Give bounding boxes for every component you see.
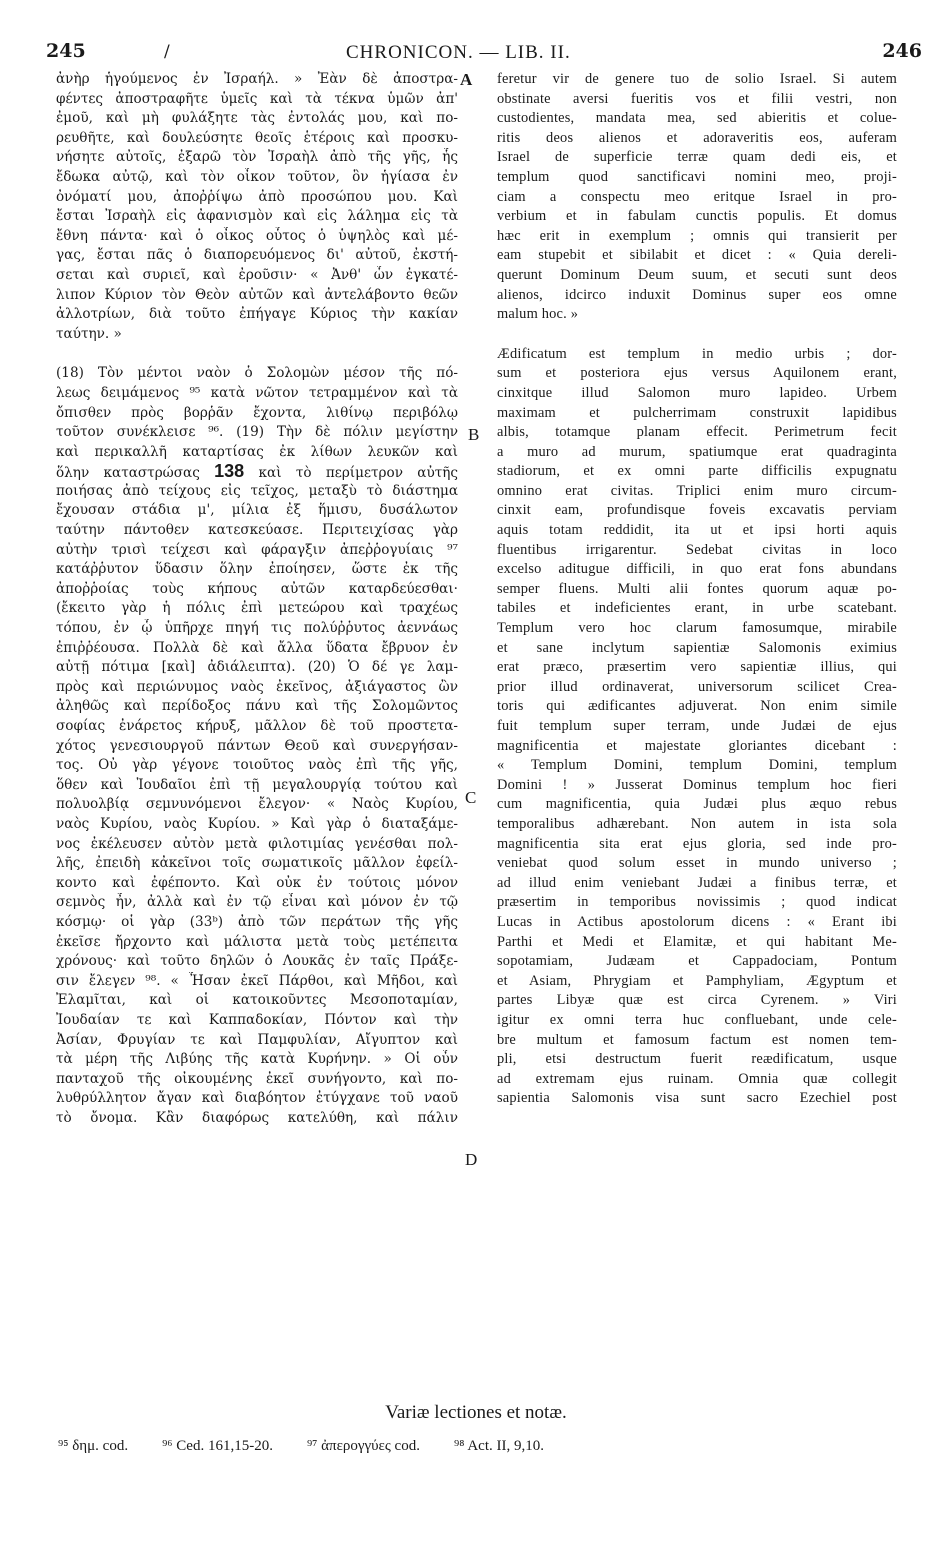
text-line: omnino erat civitas. Triplici enim muro circum- bbox=[497, 482, 897, 499]
text-line: ἔδωκα αὐτῷ, καὶ τὸν οἶκον τοῦτον, ὃν ἡγίασα ἐν bbox=[56, 168, 458, 185]
text-line: erat præco, præsertim vero sapientiæ illius, qui bbox=[497, 659, 897, 676]
text-line: malum hoc. » bbox=[497, 306, 579, 323]
text-line: λιπον Κύριον τὸν Θεὸν αὐτῶν καὶ ἀντελάβοντο θεῶν bbox=[56, 286, 458, 303]
text-line: Ἐλαμῖται, καὶ οἱ κατοικοῦντες Μεσοποταμίαν, bbox=[56, 992, 458, 1009]
text-line: cinxit eam, profundisque foveis excavatis perviam bbox=[497, 502, 897, 519]
text-line: ναὸς Κυρίου, ναὸς Κυρίου. » Καὶ γὰρ ὁ διαταξάμε- bbox=[56, 815, 458, 832]
text-line: νος ἐκέλευσεν αὐτὸν μετὰ φιλοτιμίας γενέσθαι πολ- bbox=[56, 835, 458, 852]
text-line: custodientes, mandata mea, sed abieritis et colue- bbox=[497, 110, 897, 127]
text-line: fluentibus irrigarentur. Sedebat civitas in loco bbox=[497, 541, 897, 558]
text-line: ταύτην. » bbox=[56, 325, 122, 342]
text-line: καὶ περικαλλῆ καταρτίσας ἐκ λίθων λευκῶν καὶ bbox=[56, 443, 458, 460]
text-line: fuit templum super terram, unde Judæi de ejus bbox=[497, 718, 897, 734]
text-line: verbium et in fabulam cunctis populis. Et domus bbox=[497, 208, 897, 225]
text-line: et sane inclytum sapientiæ Salomonis eximius bbox=[497, 639, 897, 656]
running-title: CHRONICON. — LIB. II. bbox=[346, 42, 571, 63]
footnote-item: ⁹⁶ Ced. 161,15-20. bbox=[162, 1438, 273, 1454]
text-line: σιν ἔλεγεν ⁹⁸. « Ἦσαν ἐκεῖ Πάρθοι, καὶ Μῆδοι, καὶ bbox=[56, 972, 458, 989]
text-line: igitur ex omni terra huc confluebant, unde cele- bbox=[497, 1011, 897, 1028]
notes-title: Variæ lectiones et notæ. bbox=[385, 1402, 567, 1423]
text-line: pli, etsi destructum fuerit reædificatum, usque bbox=[497, 1051, 897, 1068]
text-line: ἀληθῶς καὶ περίδοξος πάνυ καὶ τῆς Σολομῶντος bbox=[56, 698, 458, 715]
latin-column bbox=[497, 70, 897, 1109]
text-line: a muro ad murum, spatiumque erat quadraginta bbox=[497, 443, 897, 460]
text-line: et Asiam, Phrygiam et Pamphyliam, Ægyptum et bbox=[497, 972, 897, 989]
text-line: partes Libyæ quæ est circa Cyrenem. » Viri bbox=[497, 992, 897, 1009]
text-line: ἀνὴρ ἡγούμενος ἐν Ἰσραήλ. » Ἐὰν δὲ ἀποστρα- bbox=[56, 71, 458, 87]
page-number-left: 245 bbox=[46, 40, 86, 62]
text-line: stadiorum, et ex omni parte difficilis expugnatu bbox=[497, 463, 897, 480]
text-line: « Templum Domini, templum Domini, templum bbox=[497, 757, 897, 774]
text-line: ρευθῆτε, καὶ δουλεύσητε θεοῖς ἑτέροις καὶ προσκυ- bbox=[56, 129, 458, 146]
text-line: ritis deos alienos et adoraveritis eos, auferam bbox=[497, 129, 897, 146]
text-line: cinxitque illud Salomon muro lapideo. Urbem bbox=[497, 384, 897, 401]
text-line: σεται καὶ συριεῖ, καὶ ἐροῦσιν· « Ἀνθ' ὧν ἐγκατέ- bbox=[56, 266, 458, 283]
text-line: νήσητε αὐτοῖς, ἐξαρῶ τὸν Ἰσραὴλ ἀπὸ τῆς γῆς, ἧς bbox=[56, 149, 458, 166]
greek-column bbox=[56, 70, 458, 1128]
section-marker-a: A bbox=[460, 70, 473, 89]
text-line: Parthi et Medi et Elamitæ, et qui habitant Me- bbox=[497, 933, 897, 950]
text-line: χότος γενεσιουργοῦ πάντων Θεοῦ καὶ συνεργήσαν- bbox=[56, 737, 458, 754]
text-line: temporalibus adhærebant. Non autem in ista sola bbox=[497, 815, 897, 832]
text-line: bre multum et famosum factum est nomen tem- bbox=[497, 1031, 897, 1048]
text-line: ἔσται Ἰσραὴλ εἰς ἀφανισμὸν καὶ εἰς λάλημα εἰς τὰ bbox=[56, 208, 458, 225]
greek-paragraph-2 bbox=[56, 364, 458, 462]
text-line: λυθρύλλητον ἄγαν καὶ διαβόητον ἐτύγχανε τοῦ ναοῦ bbox=[56, 1090, 458, 1107]
text-line: σοφίας ἐνάρετος κήρυξ, μᾶλλον δὲ τοῦ προστετα- bbox=[56, 718, 458, 734]
footnotes bbox=[58, 1438, 898, 1455]
text-line: toris qui ædificantes adjuverat. Non enim simile bbox=[497, 698, 897, 715]
text-line: ciam a conspectu meo eritque Israel in pro- bbox=[497, 188, 897, 205]
text-line: γας, ἔσται πᾶς ὁ διαπορευόμενος δι' αὐτοῦ, ἐκστή- bbox=[56, 247, 458, 264]
text-line: ἀλλοτρίων, διὰ τοῦτο ἐπήγαγε Κύριος τὴν κακίαν bbox=[56, 306, 458, 323]
text-line: ad illud enim veniebant Judæi a finibus terræ, et bbox=[497, 874, 897, 891]
text-line: obstinate aversi fueritis vos et filii vestri, non bbox=[497, 90, 897, 107]
text-line: querunt Dominum Deum suum, et secuti sunt deos bbox=[497, 266, 897, 283]
text-line: prior illud ordinaverat, universorum scilicet Crea- bbox=[497, 678, 897, 695]
greek-paragraph-3 bbox=[56, 482, 458, 1129]
text-line: ἐκεῖσε ἤρχοντο καὶ μάλιστα μετὰ τοὺς μετέπειτα bbox=[56, 933, 458, 950]
text-line: sum et posteriora ejus versus Aquilonem erant, bbox=[497, 365, 897, 382]
text-line: Templum vero hoc clarum famosumque, mirabile bbox=[497, 620, 897, 637]
running-header bbox=[46, 40, 922, 70]
text-line: τὸ ὄνομα. Κἂν διαφόρως κατελύθη, καὶ πάλιν bbox=[56, 1109, 458, 1126]
paragraph-gap bbox=[497, 325, 897, 345]
text-line: Israel de superficie terræ quam dedi eis, et bbox=[497, 149, 897, 166]
text-line-with-column-number bbox=[56, 462, 458, 482]
text-line: κοντο καὶ ἐφέποντο. Καὶ οὐκ ἐν τούτοις μόνον bbox=[56, 874, 458, 891]
column-number: 138 bbox=[214, 462, 245, 482]
text-line: Lucas in Actibus apostolorum dicens : « Erant ibi bbox=[497, 913, 897, 930]
section-marker-d: D bbox=[465, 1150, 478, 1169]
text-line: σεμνὸς ἦν, ἀλλὰ καὶ ἐν τῷ εἶναι καὶ μόνον ἐν τῷ bbox=[56, 894, 458, 911]
text-line: albis, totamque planam effecit. Perimetrum fecit bbox=[497, 424, 897, 441]
text-line: tabiles et indeficientes erant, in urbe scatebant. bbox=[497, 600, 897, 617]
section-marker-b: B bbox=[468, 425, 480, 444]
text-line: ποιήσας ἀπὸ τείχους εἰς τεῖχος, μεταξὺ τὸ διάστημα bbox=[56, 482, 458, 499]
text-line: ἐπιῤῥέουσα. Πολλὰ δὲ καὶ ἄλλα ὕδατα ἔβρυον ἐν bbox=[56, 639, 458, 656]
text-line: πρὸς καὶ περιώνυμος ναὸς ἐκεῖνος, ἀξιάγαστος ὢν bbox=[56, 678, 458, 695]
latin-paragraph-2 bbox=[497, 345, 897, 1109]
text-line: ὀνόματί μου, ἀποῤῥίψω ἀπὸ προσώπου μου. Καὶ bbox=[56, 188, 458, 205]
text-line: veniebat quod solum esset in mundo universo ; bbox=[497, 855, 897, 872]
text-line: Ἰουδαίαν τε καὶ Καππαδοκίαν, Πόντον καὶ τὴν bbox=[56, 1011, 458, 1028]
footnote-item: ⁹⁵ δημ. cod. bbox=[58, 1438, 129, 1454]
text-line: ἔχουσαν στάδια μ', μίλια ἐξ ἥμισυ, δυσάλωτον bbox=[56, 502, 458, 519]
section-marker-c: C bbox=[465, 788, 477, 807]
latin-paragraph-1 bbox=[497, 70, 897, 325]
text-line: alienos, idcirco induxit Dominus super eos omne bbox=[497, 286, 897, 303]
text-line: Ædificatum est templum in medio urbis ; dor- bbox=[497, 345, 897, 362]
text-line: τὰ μέρη τῆς Λιβύης τῆς κατὰ Κυρήνην. » Οἱ οὖν bbox=[56, 1051, 458, 1068]
text-line: ταύτην πάντοθεν κατεσκεύασε. Περιτειχίσας γὰρ bbox=[56, 522, 458, 539]
text-line: præsertim in temporibus novissimis ; quod indicat bbox=[497, 894, 897, 911]
page-number-right: 246 bbox=[882, 40, 922, 62]
text-line: (18) Τὸν μέντοι ναὸν ὁ Σολομὼν μέσον τῆς πό- bbox=[56, 365, 458, 382]
text-line: πολυολβίᾳ σεμνυνόμενοι ἔλεγον· « Ναὸς Κυρίου, bbox=[56, 796, 458, 813]
text-line: χρόνους· καὶ τοῦτο δηλῶν ὁ Λουκᾶς ἐν ταῖς Πράξε- bbox=[56, 953, 458, 970]
text-line: sapientia Salomonis visa sunt sacro Ezechiel post bbox=[497, 1090, 897, 1107]
text-line: κόσμῳ· οἱ γὰρ (33ᵇ) ἀπὸ τῶν περάτων τῆς γῆς bbox=[56, 913, 458, 930]
text-line: πανταχοῦ τῆς οἰκουμένης ἐκεῖ συνήγοντο, καὶ πο- bbox=[56, 1070, 458, 1087]
text-line: feretur vir de genere tuo de solio Israel. Si autem bbox=[497, 71, 897, 87]
text-line: λεως δειμάμενος ⁹⁵ κατὰ νῶτον τετραμμένον καὶ τὰ bbox=[56, 384, 458, 401]
text-line: aquis totam reddidit, ita ut et ipsi horti aquis bbox=[497, 522, 897, 539]
text-line: λῆς, ἐπειδὴ κἀκεῖνοι τοῖς σωματικοῖς μᾶλλον ἐφείλ- bbox=[56, 855, 458, 872]
header-slash: / bbox=[164, 42, 170, 62]
footnote-item: ⁹⁷ ἀπερογγύες cod. bbox=[306, 1438, 420, 1454]
text-line: φέντες ἀποστραφῆτε ὑμεῖς καὶ τὰ τέκνα ὑμῶν ἀπ' bbox=[56, 90, 458, 107]
text-line: τος. Οὐ γὰρ γέγονε τοιοῦτος ναὸς ἐπὶ τῆς γῆς, bbox=[56, 757, 458, 774]
text-line: templum quod sanctificavi nomini meo, proji- bbox=[497, 168, 897, 185]
text-line: ὅθεν καὶ Ἰουδαῖοι ἐπὶ τῇ μεγαλουργίᾳ τούτου καὶ bbox=[56, 776, 458, 793]
text-line: magnificentia et majestate gloriantes dicebant : bbox=[497, 737, 897, 754]
text-line: magnificentia sita erat ejus gloria, sed inde pro- bbox=[497, 835, 897, 852]
text-line: Ἀσίαν, Φρυγίαν τε καὶ Παμφυλίαν, Αἴγυπτον καὶ bbox=[56, 1031, 458, 1048]
text-line: maximam et pulcherrimam construxit lapidibus bbox=[497, 404, 897, 421]
text-line: Domini ! » Jusserat Dominus templum hoc fieri bbox=[497, 776, 897, 793]
text-line: τόπου, ἐν ᾧ ὑπῆρχε πηγή τις πολύῤῥυτος ἀεννάως bbox=[56, 620, 458, 637]
text-line: ἐμοῦ, καὶ μὴ φυλάξητε τὰς ἐντολάς μου, καὶ πο- bbox=[56, 110, 458, 127]
text-line-fragment: καὶ τὸ περίμετρον αὐτῆς bbox=[258, 465, 458, 482]
text-line: ἔθνη πάντα· καὶ ὁ οἶκος οὗτος ὁ ὑψηλὸς καὶ μέ- bbox=[56, 227, 458, 244]
text-line: cum magnificentia, quia Judæi plus æquo rebus bbox=[497, 796, 897, 813]
text-line: τοῦτον συνέκλεισε ⁹⁶. (19) Τὴν δὲ πόλιν μεγίστην bbox=[56, 424, 458, 441]
paragraph-gap bbox=[56, 344, 458, 364]
text-line: (ἔκειτο γὰρ ἡ πόλις ἐπὶ μετεώρου καὶ τραχέως bbox=[56, 600, 458, 617]
footnote-item: ⁹⁸ Act. II, 9,10. bbox=[453, 1438, 544, 1454]
text-line-fragment: ὅλην καταστρώσας bbox=[56, 465, 200, 482]
text-line: sopotamiam, Judæam et Cappadociam, Pontum bbox=[497, 953, 897, 970]
text-line: αὐτῇ πότιμα [καὶ] ἀδιάλειπτα). (20) Ὁ δέ γε λαμ- bbox=[56, 659, 458, 676]
text-line: ad extremam ejus ruinam. Omnia quæ collegit bbox=[497, 1070, 897, 1087]
greek-paragraph-1 bbox=[56, 70, 458, 344]
text-line: semper fluens. Multi alii fontes quorum aquæ po- bbox=[497, 580, 897, 597]
text-line: hæc erit in exemplum ; omnis qui transierit per bbox=[497, 227, 897, 244]
text-line: αὐτὴν τρισὶ τείχεσι καὶ φάραγξιν ἀπεῤῥογυίαις ⁹⁷ bbox=[56, 541, 458, 558]
text-line: ἀποῤῥοίας τοὺς κήπους αὐτῶν καταρδεύεσθαι· bbox=[56, 580, 458, 597]
text-line: excelso aditugue difficili, in quo erat fons abundans bbox=[497, 561, 897, 578]
text-line: ὄπισθεν πρὸς βορῥᾶν ἔχοντα, λιθίνῳ περιβόλῳ bbox=[56, 404, 458, 421]
text-line: eam stupebit et sibilabit et dicet : « Quia dereli- bbox=[497, 247, 897, 264]
text-line: κατάῤῥυτον ὕδασιν ὅλην ἐποίησεν, ὥστε ἐκ τῆς bbox=[56, 561, 458, 578]
